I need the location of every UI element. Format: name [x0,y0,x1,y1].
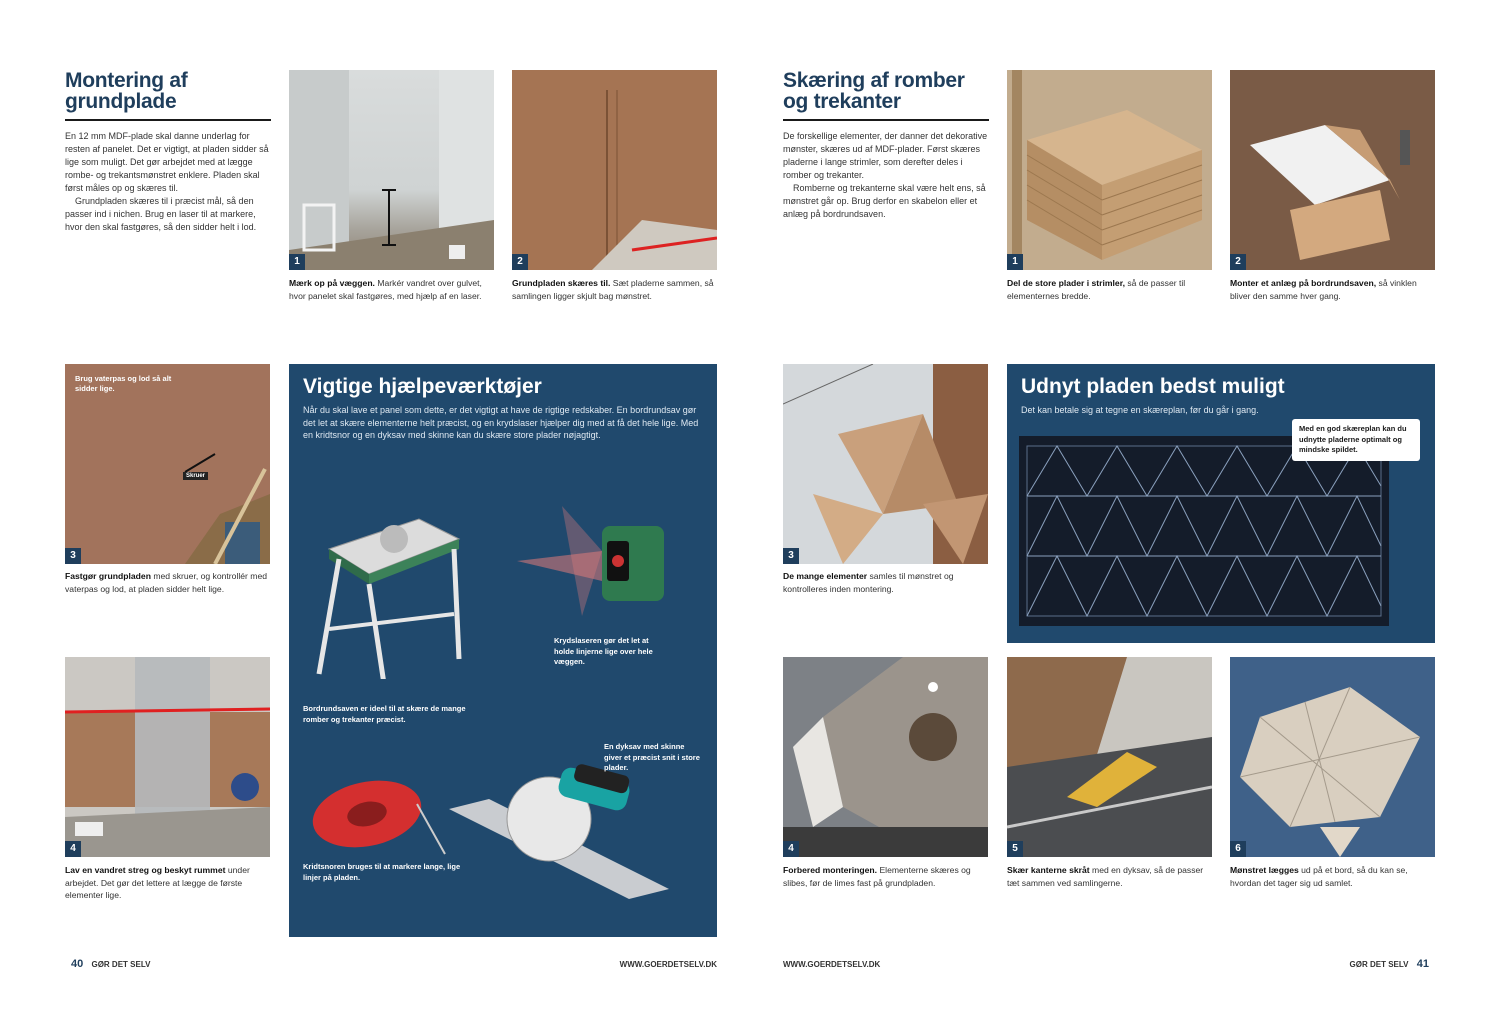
r-caption-3-text: samles til mønstret og kontrolleres inden montering. [783,571,954,594]
photo-callout: Skruer [183,472,208,480]
right-footer-url: WWW.GOERDETSELV.DK [783,960,881,969]
caption-2-bold: Grundpladen skæres til. [512,278,611,288]
caption-2-text: Sæt pladerne sammen, så samlingen ligger skjult bag mønstret. [512,278,714,301]
track-cut-scene [1007,657,1212,857]
cutting-plan-subtitle: Det kan betale sig at tegne en skæreplan, før du går i gang. [1021,405,1259,415]
r-caption-1-bold: Del de store plader i strimler, [1007,278,1125,288]
right-heading: Skæring af romber og trekanter [783,69,965,113]
left-heading-rule [65,119,271,121]
caption-4-bold: Lav en vandret streg og beskyt rummet [65,865,226,875]
caption-4 [65,864,270,902]
right-intro-p1: De forskellige elementer, der danner det dekorative mønster, skæres ud af MDF-plader. Først skæres pladerne i lange strimler, som derefter deles i romber og trekanter. [783,131,988,180]
cutting-plan-panel [1007,364,1435,643]
cutting-plan-drawing [1019,436,1389,626]
r-caption-5 [1007,864,1212,889]
photo-pattern-layout [1230,657,1435,857]
photo-number: 2 [1230,254,1246,270]
cutting-plan-title: Udnyt pladen bedst muligt [1021,375,1285,398]
board-scene [512,70,717,270]
left-magazine-name: GØR DET SELV [91,960,151,969]
photo-number: 5 [1007,841,1023,857]
caption-1-text: Markér vandret over gulvet, hvor panelet skal fastgøres, med hjælp af en laser. [289,278,482,301]
r-caption-2-text: så vinklen bliver den samme hver gang. [1230,278,1417,301]
caption-1 [289,277,494,302]
cutting-plan-callout-text: Med en god skæreplan kan du udnytte pladerne optimalt og mindske spildet. [1299,424,1407,454]
caption-1-bold: Mærk op på væggen. [289,278,375,288]
r-caption-4-text: Elementerne skæres og slibes, før de limes fast på grundpladen. [783,865,971,888]
r-caption-5-text: med en dyksav, så de passer tæt sammen ved samlingerne. [1007,865,1204,888]
caption-3-bold: Fastgør grundpladen [65,571,151,581]
r-caption-4 [783,864,988,889]
photo-wall-marking [289,70,494,270]
photo-number: 1 [1007,254,1023,270]
right-heading-rule [783,119,989,121]
photo-number: 1 [289,254,305,270]
tools-panel-text: Når du skal lave et panel som dette, er det vigtigt at have de rigtige redskaber. En bordrundsav gør det let at skære elementerne helt præcist, og en krydslaser hjælper dig med at få det hele lige. Med en kridtsnor og en dyksav med skinne kan du skære store plader nøjagtigt. [303,405,699,440]
fasten-scene [65,364,270,564]
note-track-saw: En dyksav med skinne giver et præcist snit i store plader. [604,742,700,772]
photo-saw-jig [1230,70,1435,270]
wall-scene [289,70,494,270]
r-caption-1-text: så de passer til elementernes bredde. [1007,278,1186,301]
right-footer-right [1350,958,1435,970]
left-heading: Montering af grundplade [65,69,188,113]
photo-number: 4 [783,841,799,857]
pattern-scene [1230,657,1435,857]
left-intro-p2: Grundpladen skæres til i præcist mål, så den passer ind i nichen. Brug en laser til at markere, hvor den skal fastgøres, så den sidder helt i lod. [65,196,257,232]
right-intro [783,130,989,221]
r-caption-1 [1007,277,1212,302]
right-page-number: 41 [1416,958,1429,970]
photo-board-hole [783,657,988,857]
laser-scene [65,657,270,857]
tools-panel-title: Vigtige hjælpeværktøjer [303,375,542,398]
cutting-plan-callout [1292,419,1420,461]
caption-2 [512,277,717,302]
note-table-saw: Bordrundsaven er ideel til at skære de mange romber og trekanter præcist. [303,704,466,724]
photo-laser-line [65,657,270,857]
photo-triangles [783,364,988,564]
r-caption-5-bold: Skær kanterne skråt [1007,865,1090,875]
photo-number: 6 [1230,841,1246,857]
table-saw-illustration [309,499,469,679]
hole-scene [783,657,988,857]
photo-number: 3 [65,548,81,564]
right-magazine-name: GØR DET SELV [1349,960,1409,969]
r-caption-6 [1230,864,1435,889]
caption-3 [65,570,270,595]
cross-laser-illustration [517,506,687,626]
tools-panel [289,364,717,937]
caption-3-text: med skruer, og kontrollér med vaterpas og lod, at pladen sidder helt lige. [65,571,268,594]
jig-scene [1230,70,1435,270]
left-footer [65,958,717,970]
r-caption-6-text: ud på et bord, så du kan se, hvordan det tager sig ud samlet. [1230,865,1408,888]
left-page-number: 40 [71,958,84,970]
chalk-line-illustration [307,769,447,864]
left-intro-p1: En 12 mm MDF-plade skal danne underlag for resten af panelet. Det er vigtigt, at pladen sidder så lige som muligt. Det gør arbejdet med at lægge rombe- og trekantsmønstret enklere. Pladen skal først måles op og skæres til. [65,131,269,193]
r-caption-4-bold: Forbered monteringen. [783,865,878,875]
note-chalk-line: Kridtsnoren bruges til at markere lange, lige linjer på pladen. [303,862,461,882]
r-caption-3-bold: De mange elementer [783,571,868,581]
r-caption-3 [783,570,988,595]
stack-scene [1007,70,1212,270]
photo-number: 4 [65,841,81,857]
right-intro-p2: Romberne og trekanterne skal være helt ens, så mønstret går op. Brug derfor en skabelon eller et anlæg på bordrundsaven. [783,183,986,219]
r-caption-2 [1230,277,1435,302]
r-caption-6-bold: Mønstret lægges [1230,865,1299,875]
photo-overlay-label: Brug vaterpas og lod så alt sidder lige. [75,374,172,393]
left-footer-url: WWW.GOERDETSELV.DK [619,960,717,969]
left-intro [65,130,271,234]
note-cross-laser: Krydslaseren gør det let at holde linjerne lige over hele væggen. [554,636,653,666]
photo-track-saw-cut [1007,657,1212,857]
photo-board-cut [512,70,717,270]
r-caption-2-bold: Monter et anlæg på bordrundsaven, [1230,278,1377,288]
caption-4-text: under arbejdet. Det gør det lettere at lægge de første elementer lige. [65,865,250,900]
photo-board-fasten [65,364,270,564]
triangles-scene [783,364,988,564]
photo-number: 2 [512,254,528,270]
photo-board-stack [1007,70,1212,270]
photo-number: 3 [783,548,799,564]
